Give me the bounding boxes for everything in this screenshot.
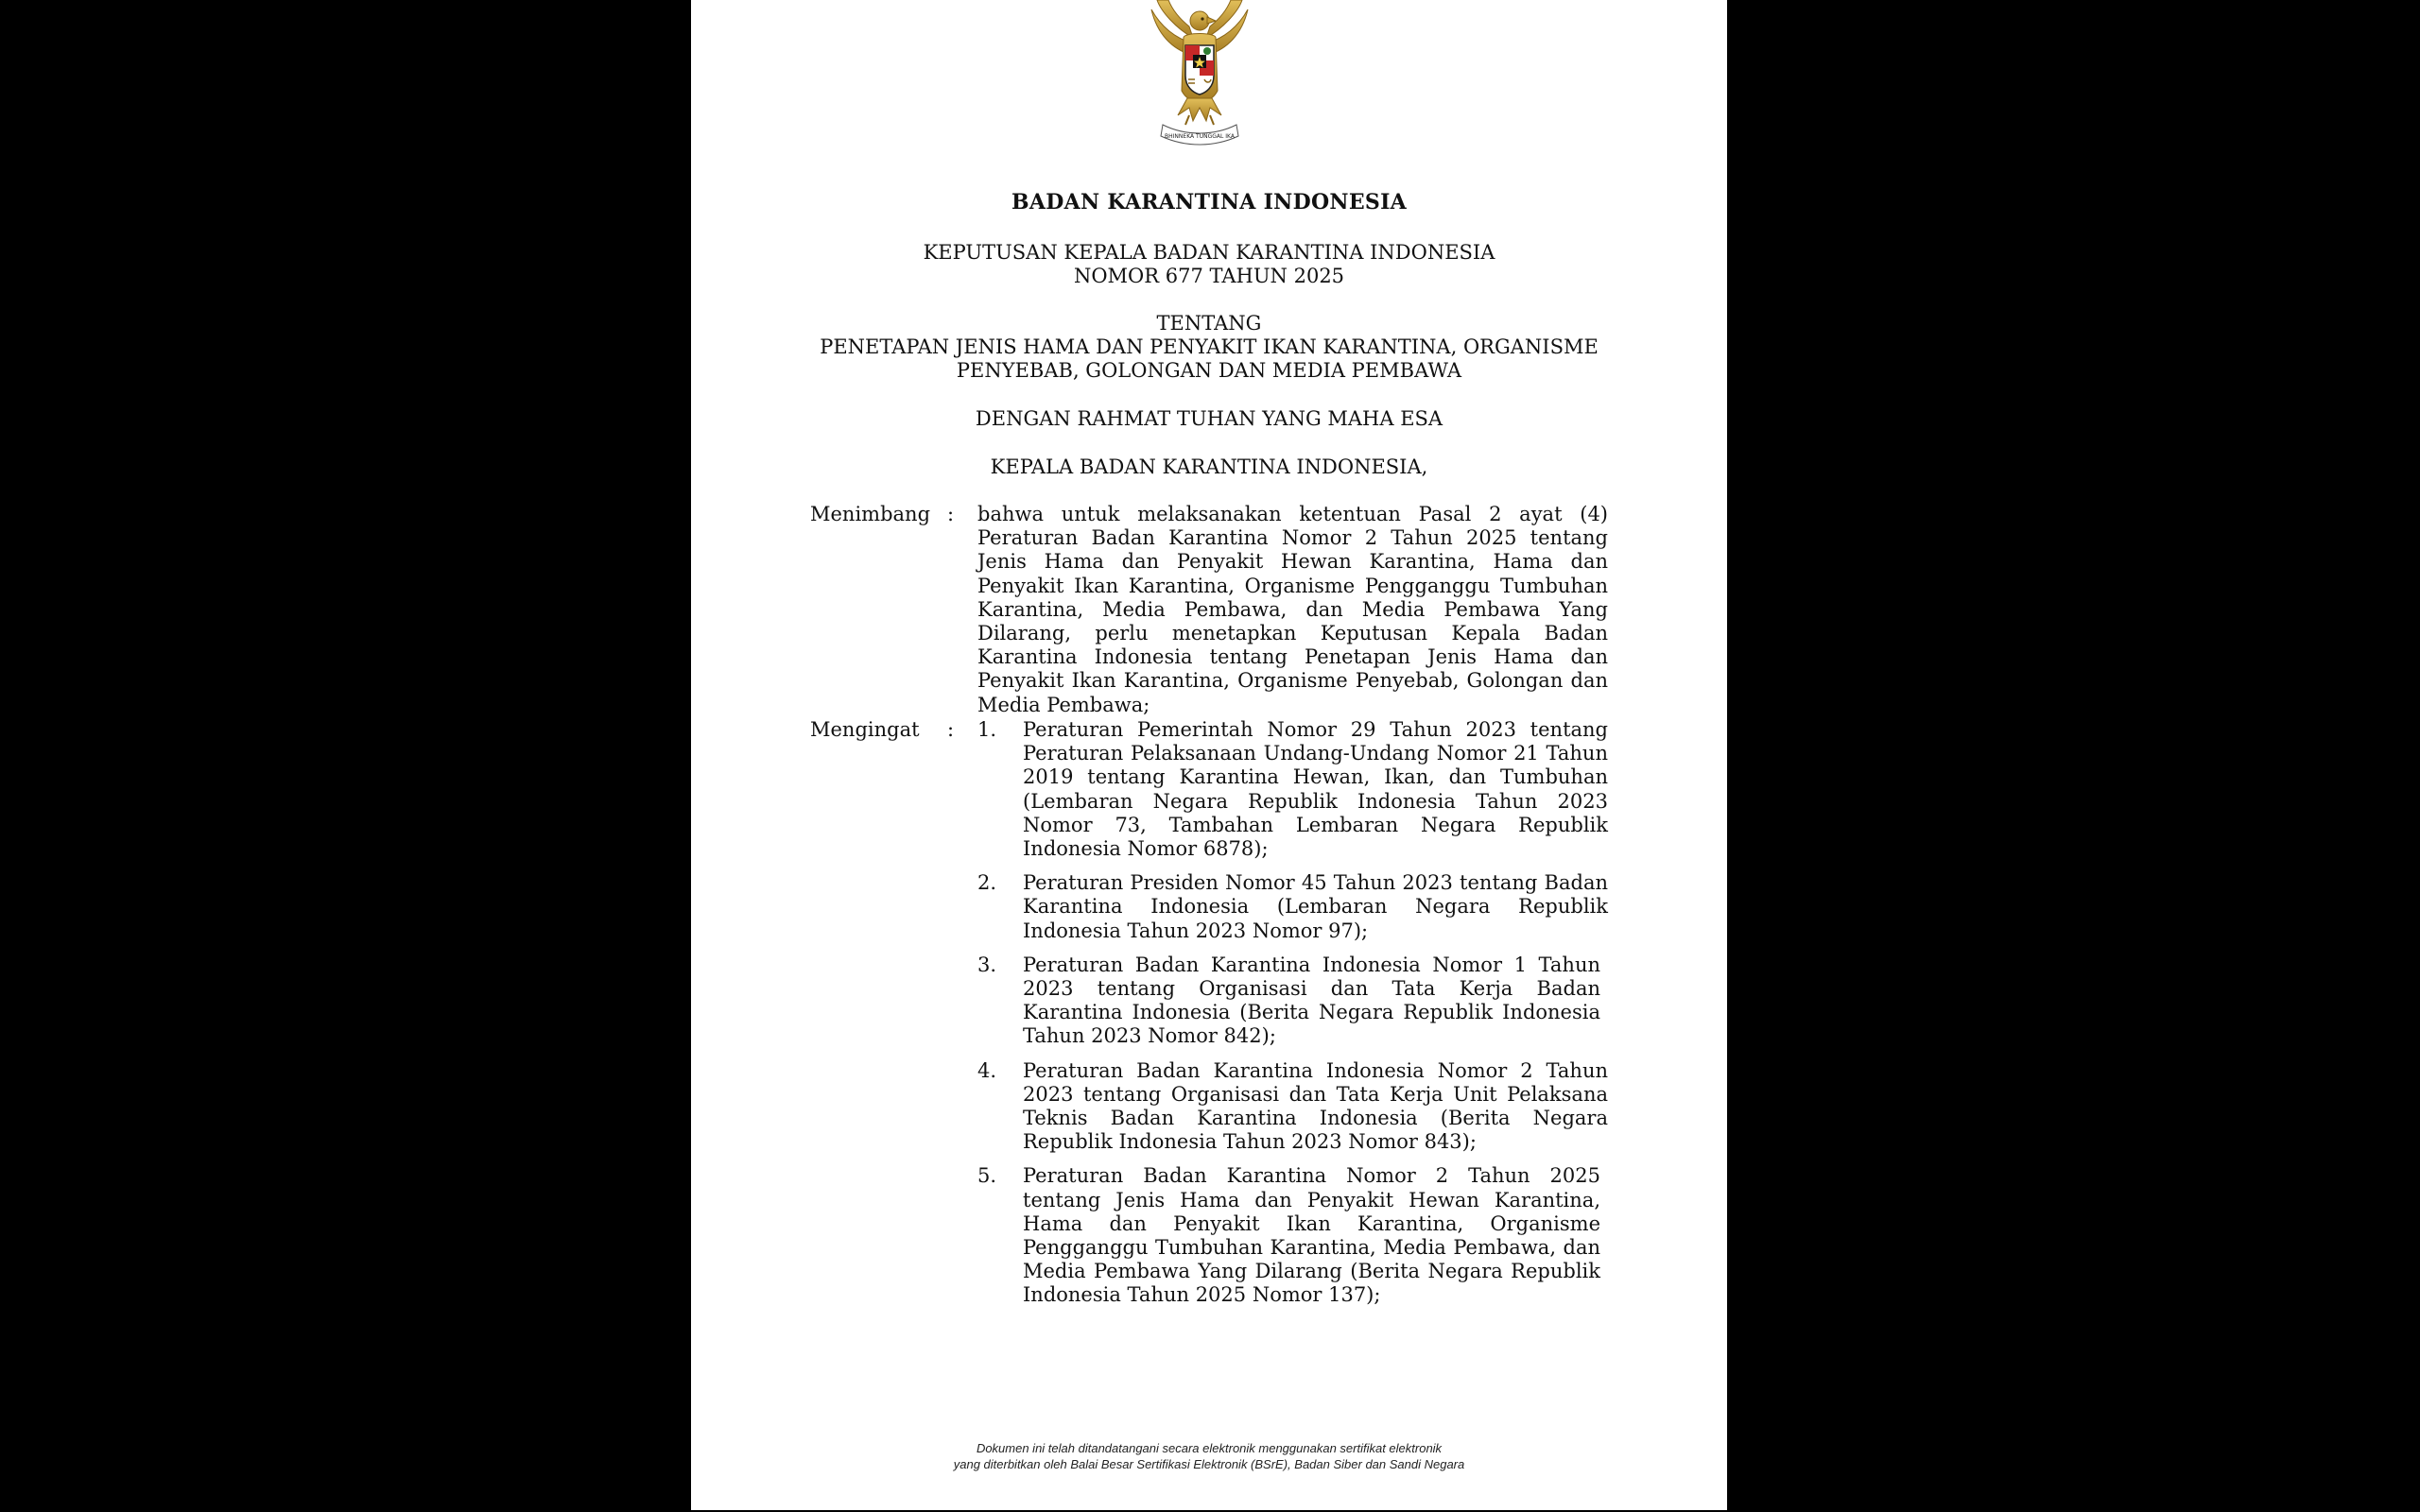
document-page xyxy=(691,0,1727,1510)
list-item-text: Peraturan Badan Karantina Indonesia Nomor 2 Tahun 2023 tentang Organisasi dan Tata Kerja Unit Pelaksana Teknis Badan Karantina Indonesia (Berita Negara Republik Indonesia Tahun 2023 Nomor 843); xyxy=(1023,1058,1608,1154)
list-item-number: 5. xyxy=(977,1164,997,1188)
organization-title: BADAN KARANTINA INDONESIA xyxy=(1011,190,1408,215)
decree-subject-line-1: PENETAPAN JENIS HAMA DAN PENYAKIT IKAN KARANTINA, ORGANISME xyxy=(820,335,1599,358)
list-item-text: Peraturan Pemerintah Nomor 29 Tahun 2023 tentang Peraturan Pelaksanaan Undang-Undang Nomor 21 Tahun 2019 tentang Karantina Hewan, Ikan, dan Tumbuhan (Lembaran Negara Republik Indonesia Tahun 2023 Nomor 73, Tambahan Lembaran Negara Republik Indonesia Nomor 6878); xyxy=(1023,718,1608,861)
list-item xyxy=(977,954,1608,1049)
list-item-number: 3. xyxy=(977,953,997,976)
list-item-text: Peraturan Badan Karantina Indonesia Nomor 1 Tahun 2023 tentang Organisasi dan Tata Kerja Badan Karantina Indonesia (Berita Negara Republik Indonesia Tahun 2023 Nomor 842); xyxy=(1023,953,1600,1048)
considering-colon: : xyxy=(947,503,955,525)
blessing-line: DENGAN RAHMAT TUHAN YANG MAHA ESA xyxy=(975,407,1443,430)
svg-text:BHINNEKA TUNGGAL IKA: BHINNEKA TUNGGAL IKA xyxy=(1165,133,1235,140)
considering-text: bahwa untuk melaksanakan ketentuan Pasal 2 ayat (4) Peraturan Badan Karantina Nomor 2 Tahun 2025 tentang Jenis Hama dan Penyakit Hewan Karantina, Hama dan Penyakit Ikan Karantina, Organisme Pengganggu Tumbuhan Karantina, Media Pembawa, dan Media Pembawa Yang Dilarang, perlu menetapkan Keputusan Kepala Badan Karantina Indonesia tentang Penetapan Jenis Hama dan Penyakit Ikan Karantina, Organisme Penyebab, Golongan dan Media Pembawa; xyxy=(977,503,1608,716)
head-of-agency: KEPALA BADAN KARANTINA INDONESIA, xyxy=(990,455,1428,478)
list-item xyxy=(977,718,1608,861)
e-signature-notice-line-2: yang diterbitkan oleh Balai Besar Sertifikasi Elektronik (BSrE), Badan Siber dan Sandi Negara xyxy=(953,1457,1465,1471)
decree-title: KEPUTUSAN KEPALA BADAN KARANTINA INDONESIA xyxy=(923,241,1495,264)
list-item xyxy=(977,871,1608,943)
list-item-text: Peraturan Badan Karantina Nomor 2 Tahun 2025 tentang Jenis Hama dan Penyakit Hewan Karantina, Hama dan Penyakit Ikan Karantina, Organisme Pengganggu Tumbuhan Karantina, Media Pembawa, dan Media Pembawa Yang Dilarang (Berita Negara Republik Indonesia Tahun 2025 Nomor 137); xyxy=(1023,1164,1600,1307)
considering-label: Menimbang xyxy=(810,503,931,525)
about-heading: TENTANG xyxy=(1156,312,1262,335)
e-signature-notice-line-1: Dokumen ini telah ditandatangani secara elektronik menggunakan sertifikat elektronik xyxy=(976,1441,1443,1455)
garuda-emblem-icon xyxy=(1119,0,1280,151)
list-item-number: 2. xyxy=(977,871,997,895)
list-item-number: 1. xyxy=(977,718,997,741)
decree-subject-line-2: PENYEBAB, GOLONGAN DAN MEDIA PEMBAWA xyxy=(956,359,1462,382)
recalling-colon: : xyxy=(947,718,955,741)
recalling-label: Mengingat xyxy=(810,718,920,741)
list-item-text: Peraturan Presiden Nomor 45 Tahun 2023 tentang Badan Karantina Indonesia (Lembaran Negara Republik Indonesia Tahun 2023 Nomor 97); xyxy=(1023,871,1608,942)
decree-number: NOMOR 677 TAHUN 2025 xyxy=(1073,265,1345,287)
list-item xyxy=(977,1164,1608,1307)
list-item xyxy=(977,1059,1608,1155)
list-item-number: 4. xyxy=(977,1058,997,1082)
recalling-list xyxy=(977,718,1608,1318)
